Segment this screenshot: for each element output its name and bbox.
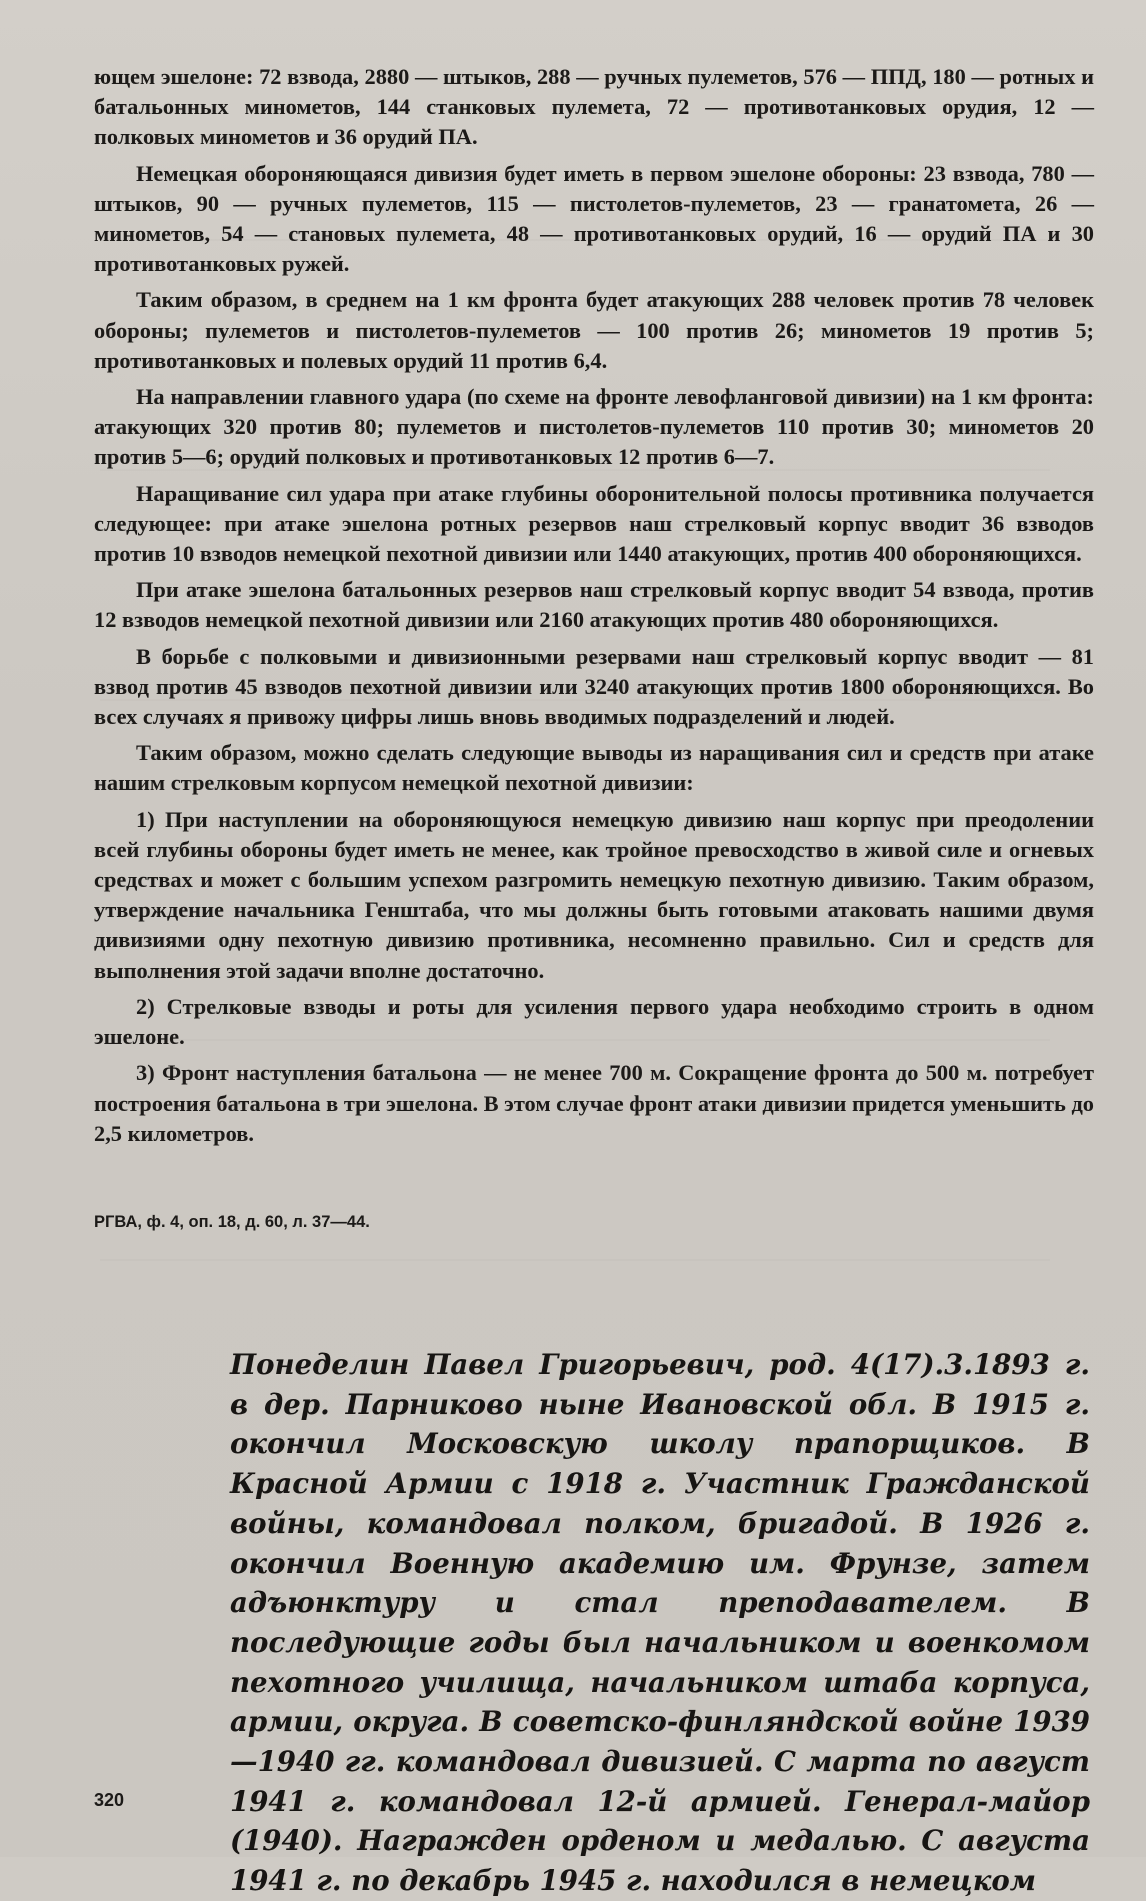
archive-source-reference: РГВА, ф. 4, оп. 18, д. 60, л. 37—44. (94, 1213, 370, 1231)
page-number: 320 (94, 1790, 125, 1810)
paragraph-4: На направлении главного удара (по схеме на фронте левофланговой дивизии) на 1 км фронта: атакующих 320 против 80; пулеметов и пистолетов-пулеметов 110 против 30; минометов 20 против 5—6; орудий полковых и противотанковых 12 против 6—7. (94, 384, 1094, 470)
conclusion-3: 3) Фронт наступления батальона — не менее 700 м. Сокращение фронта до 500 м. потребует построения батальона в три эшелона. В этом случае фронт атаки дивизии придется уменьшить до 2,5 километров. (94, 1060, 1095, 1146)
paragraph-7: В борьбе с полковыми и дивизионными резервами наш стрелковый корпус вводит — 81 взвод против 45 взводов пехотной дивизии или 3240 атакующих против 1800 обороняющихся. Во всех случаях я привожу цифры лишь вновь вводимых подразделений и людей. (94, 643, 1094, 730)
conclusion-2: 2) Стрелковые взводы и роты для усиления первого удара необходимо строить в одном эшелоне. (94, 993, 1094, 1050)
paragraph-2: Немецкая обороняющаяся дивизия будет иметь в первом эшелоне обороны: 23 взвода, 780 — штыков, 90 — ручных пулеметов, 115 — пистолетов-пулеметов, 23 — гранатомета, 26 — минометов, 54 — становых пулемета, 48 — противотанковых орудий, 16 — орудий ПА и 30 противотанковых ружей. (94, 160, 1094, 277)
main-text (94, 62, 1094, 1155)
paragraph-6: При атаке эшелона батальонных резервов наш стрелковый корпус вводит 54 взвода, против 12 взводов немецкой пехотной дивизии или 2160 атакующих против 480 обороняющихся. (94, 577, 1094, 633)
paragraph-3: Таким образом, в среднем на 1 км фронта будет атакующих 288 человек против 78 человек обороны; пулеметов и пистолетов-пулеметов — 100 против 26; минометов 19 против 5; противотанковых и полевых орудий 11 против 6,4. (94, 287, 1094, 373)
paragraph-1: ющем эшелоне: 72 взвода, 2880 — штыков, 288 — ручных пулеметов, 576 — ППД, 180 — ротных и батальонных минометов, 144 станковых пулемета, 72 — противотанковых орудия, 12 — полковых минометов и 36 орудий ПА. (94, 64, 1094, 150)
biographical-footnote: Понеделин Павел Григорьевич, род. 4(17).3.1893 г. в дер. Парниково ныне Ивановской обл. В 1915 г. окончил Московскую школу прапорщиков. В Красной Армии с 1918 г. Участник Гражданской войны, командовал полком, бригадой. В 1926 г. окончил Военную академию им. Фрунзе, затем адъюнктуру и стал преподавателем. В последующие годы был начальником и военкомом пехотного училища, начальником штаба корпуса, армии, округа. В советско-финляндской войне 1939—1940 гг. командовал дивизией. С марта по август 1941 г. командовал 12-й армией. Генерал-майор (1940). Награжден орденом и медалью. С августа 1941 г. по декабрь 1945 г. находился в немецком (230, 1348, 1090, 1898)
paragraph-5: Наращивание сил удара при атаке глубины оборонительной полосы противника получается следующее: при атаке эшелона ротных резервов наш стрелковый корпус вводит 36 взводов против 10 взводов немецкой пехотной дивизии или 1440 атакующих, против 400 обороняющихся. (94, 480, 1094, 567)
paragraph-8: Таким образом, можно сделать следующие выводы из наращивания сил и средств при атаке нашим стрелковым корпусом немецкой пехотной дивизии: (94, 740, 1094, 796)
conclusion-1: 1) При наступлении на обороняющуюся немецкую дивизию наш корпус при преодолении всей глубины обороны будет иметь не менее, как тройное превосходство в живой силе и огневых средствах и может с большим успехом разгромить немецкую пехотную дивизию. Таким образом, утверждение начальника Генштаба, что мы должны быть готовыми атаковать нашими двумя дивизиями одну пехотную дивизию противника, несомненно правильно. Сил и средств для выполнения этой задачи вполне достаточно. (94, 806, 1094, 983)
